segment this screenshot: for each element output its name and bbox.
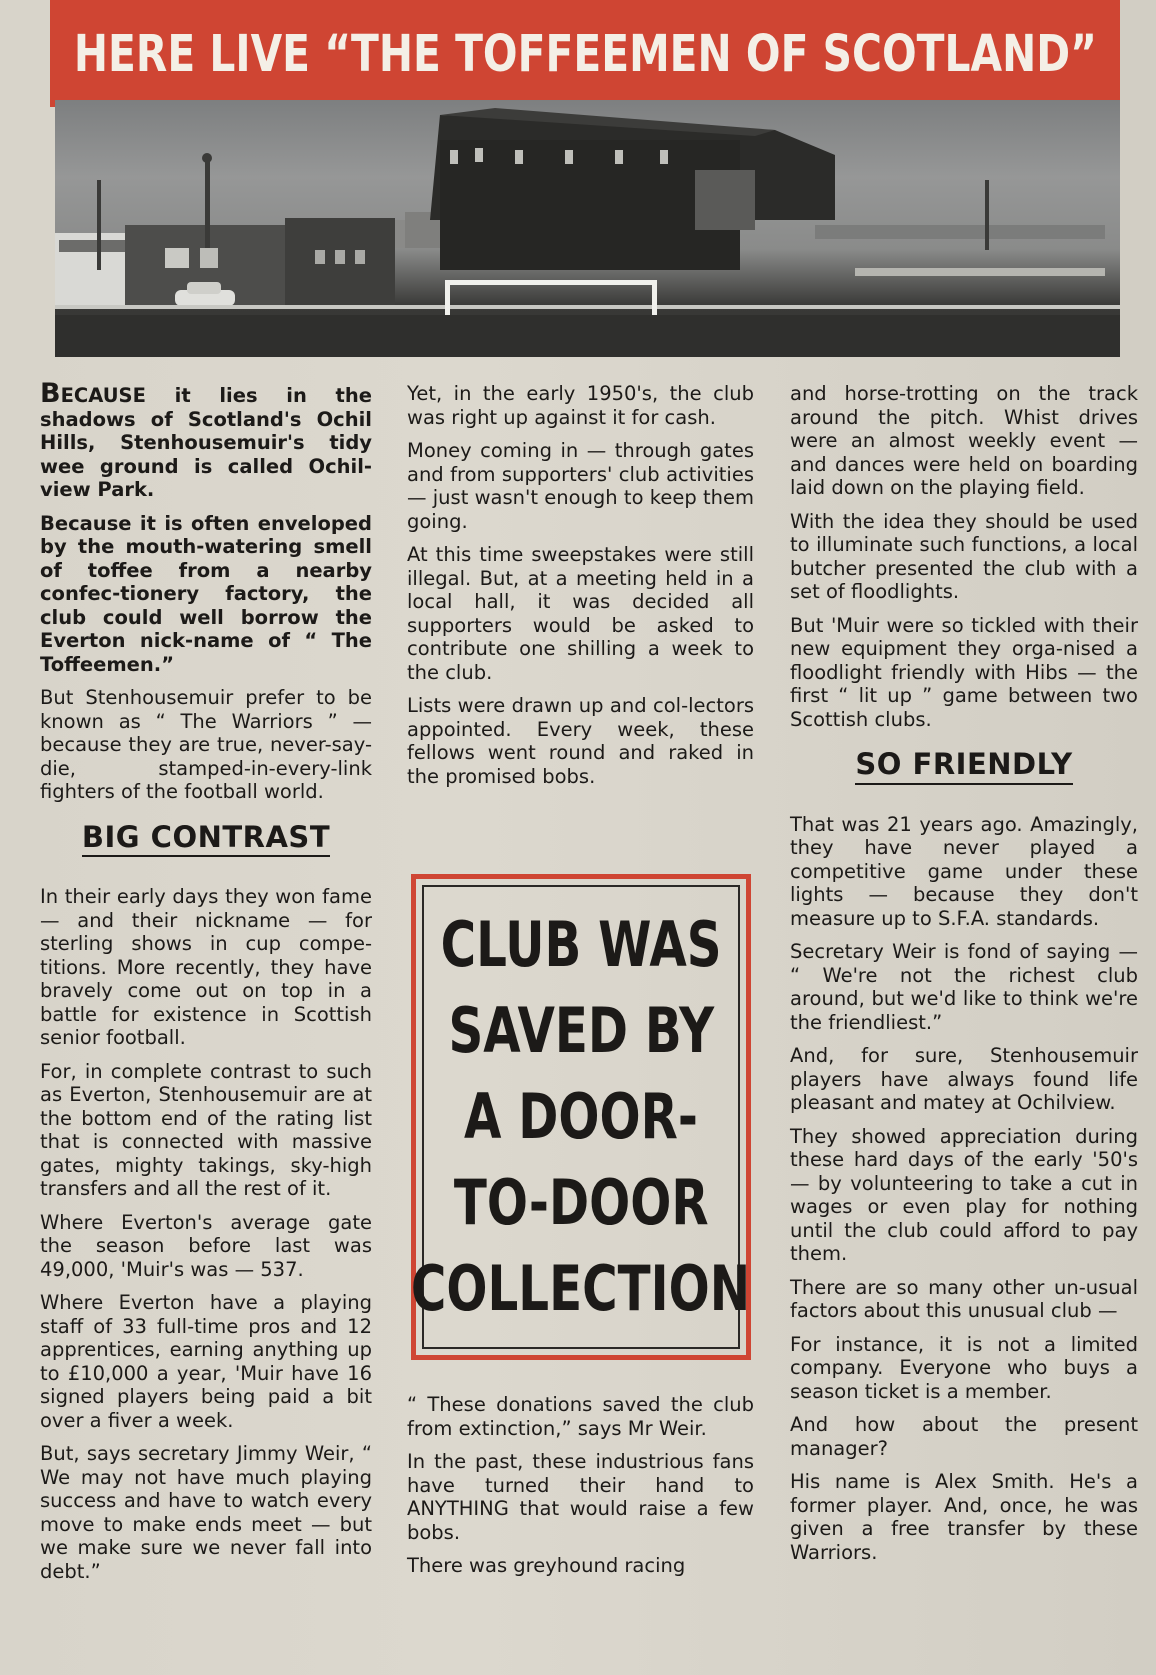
- pullquote-line: A DOOR-: [464, 1080, 698, 1153]
- paragraph: “ These donations saved the club from extinction,” says Mr Weir.: [407, 1393, 754, 1440]
- column-1: [40, 378, 372, 1593]
- paragraph: That was 21 years ago. Amazingly, they have never played a competitive game under these lights — because they don't measure up to S.F.A. standards.: [790, 812, 1138, 930]
- intro-paragraph: [40, 378, 372, 502]
- paragraph: But Stenhousemuir prefer to be known as “ The Warriors ” — because they are true, never-say-die, stamped-in-every-link fighters of the football world.: [40, 686, 372, 803]
- paragraph: For instance, it is not a limited company. Everyone who buys a season ticket is a member.: [790, 1332, 1138, 1403]
- paragraph: But, says secretary Jimmy Weir, “ We may not have much playing success and have to watch every move to make ends meet — but we make sure we never fall into debt.”: [40, 1442, 372, 1583]
- paragraph: At this time sweepstakes were still illegal. But, at a meeting held in a local hall, it was decided all supporters would be asked to contribute one shilling a week to the club.: [407, 543, 754, 684]
- pullquote-line: COLLECTION: [411, 1252, 751, 1325]
- stadium-photo-icon: [55, 100, 1120, 357]
- subheading-text: BIG CONTRAST: [82, 826, 330, 858]
- dropcap: B: [40, 378, 61, 409]
- pullquote-inner: [411, 885, 751, 1349]
- headline: HERE LIVE “THE TOFFEEMEN OF SCOTLAND”: [73, 25, 1097, 84]
- paragraph: And, for sure, Stenhousemuir players have always found life pleasant and matey at Ochilview.: [790, 1044, 1138, 1114]
- subheading-text: SO FRIENDLY: [855, 753, 1072, 785]
- subheading-so-friendly: [790, 747, 1138, 785]
- paragraph: Yet, in the early 1950's, the club was right up against it for cash.: [407, 382, 754, 429]
- paragraph: Money coming in — through gates and from supporters' club activities — just wasn't enough to keep them going.: [407, 439, 754, 533]
- pullquote-line: SAVED BY: [448, 994, 714, 1067]
- pullquote-line: CLUB WAS: [440, 908, 722, 981]
- column-2-continued: [407, 1393, 754, 1588]
- paragraph: In their early days they won fame — and their nickname — for sterling shows in cup compe-titions. More recently, they have bravely come out on top in a battle for existence in Scottish senior football.: [40, 885, 372, 1049]
- stadium-photo: [55, 100, 1120, 357]
- subheading-big-contrast: [40, 819, 372, 858]
- column-3: [790, 382, 1138, 1574]
- pullquote-box: [411, 874, 751, 1360]
- paragraph: They showed appreciation during these hard days of the early '50's — by volunteering to take a cut in wages or even play for nothing until the club could afford to pay them.: [790, 1124, 1138, 1265]
- pullquote-line: TO-DOOR: [453, 1166, 709, 1239]
- paragraph: His name is Alex Smith. He's a former player. And, once, he was given a free transfer by these Warriors.: [790, 1470, 1138, 1564]
- paragraph: In the past, these industrious fans have turned their hand to ANYTHING that would raise a few bobs.: [407, 1450, 754, 1544]
- paragraph: Secretary Weir is fond of saying — “ We're not the richest club around, but we'd like to think we're the friendliest.”: [790, 940, 1138, 1034]
- headline-banner: [50, 0, 1120, 107]
- paragraph: There was greyhound racing: [407, 1554, 686, 1577]
- paragraph: With the idea they should be used to illuminate such functions, a local butcher presented the club with a set of floodlights.: [790, 509, 1138, 603]
- paragraph: But 'Muir were so tickled with their new equipment they orga-nised a floodlight friendly with Hibs — the first “ lit up ” game between two Scottish clubs.: [790, 613, 1138, 731]
- paragraph: Lists were drawn up and col-lectors appointed. Every week, these fellows went round and raked in the promised bobs.: [407, 694, 754, 788]
- paragraph: And how about the present manager?: [790, 1413, 1138, 1460]
- paragraph: For, in complete contrast to such as Everton, Stenhousemuir are at the bottom end of the rating list that is connected with massive gates, mighty takings, sky-high transfers and all the rest of it.: [40, 1059, 372, 1200]
- column-2: [407, 382, 754, 798]
- paragraph: Where Everton have a playing staff of 33 full-time pros and 12 apprentices, earning anything up to £10,000 a year, 'Muir have 16 signed players being paid a bit over a fiver a week.: [40, 1291, 372, 1432]
- paragraph: Where Everton's average gate the season before last was 49,000, 'Muir's was — 537.: [40, 1210, 372, 1281]
- paragraph: and horse-trotting on the track around the pitch. Whist drives were an almost weekly event — and dances were held on boarding laid down on the playing field.: [790, 382, 1138, 499]
- paragraph: There are so many other un-usual factors about this unusual club —: [790, 1275, 1138, 1322]
- intro-text: ECAUSE it lies in the shadows of Scotland's Ochil Hills, Stenhousemuir's tidy wee ground is called Ochil-view Park.: [40, 384, 372, 501]
- paragraph: Because it is often enveloped by the mouth-watering smell of toffee from a nearby confec-tionery factory, the club could well borrow the Everton nick-name of “ The Toffeemen.”: [40, 511, 372, 676]
